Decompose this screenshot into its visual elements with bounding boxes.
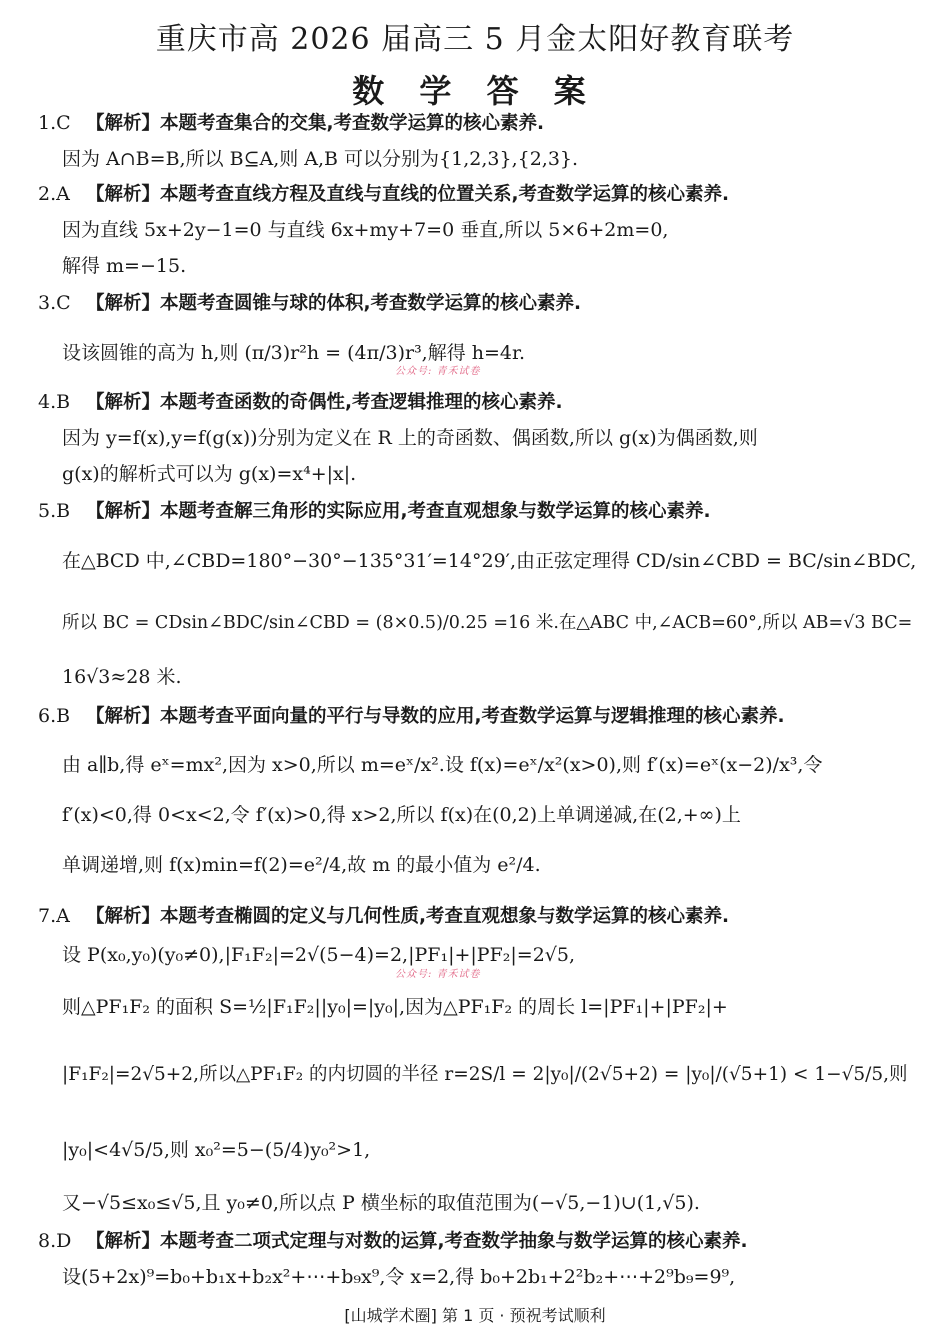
question-8-header: [38, 1228, 748, 1255]
question-4-header: [38, 389, 563, 416]
solution-line: 设该圆锥的高为 h,则 (π/3)r²h = (4π/3)r³,解得 h=4r.: [62, 342, 526, 364]
question-number: 4.B: [38, 391, 71, 413]
solution-line: g(x)的解析式可以为 g(x)=x⁴+|x|.: [62, 463, 357, 485]
solution-line: 设 P(x₀,y₀)(y₀≠0),|F₁F₂|=2√(5−4)=2,|PF₁|+|PF₂|=2√5,: [62, 944, 576, 966]
analysis-tag: 【解析】本题考查直线方程及直线与直线的位置关系,考查数学运算的核心素养.: [86, 184, 730, 205]
watermark: 公众号: 青禾试卷: [395, 366, 481, 377]
page-footer: [山城学术圈] 第 1 页 · 预祝考试顺利: [344, 1306, 606, 1325]
question-7-header: [38, 903, 729, 930]
solution-line: 因为 y=f(x),y=f(g(x))分别为定义在 R 上的奇函数、偶函数,所以 g(x)为偶函数,则: [62, 427, 758, 449]
solution-line: 单调递增,则 f(x)min=f(2)=e²/4,故 m 的最小值为 e²/4.: [62, 854, 541, 876]
watermark: 公众号: 青禾试卷: [395, 969, 481, 980]
question-2-header: [38, 181, 729, 208]
question-number: 8.D: [38, 1230, 72, 1252]
solution-line: 在△BCD 中,∠CBD=180°−30°−135°31′=14°29′,由正弦定理得 CD/sin∠CBD = BC/sin∠BDC,: [62, 550, 917, 572]
question-6-header: [38, 703, 785, 730]
analysis-tag: 【解析】本题考查函数的奇偶性,考查逻辑推理的核心素养.: [86, 392, 563, 413]
analysis-tag: 【解析】本题考查平面向量的平行与导数的应用,考查数学运算与逻辑推理的核心素养.: [86, 706, 785, 727]
question-number: 5.B: [38, 500, 71, 522]
analysis-tag: 【解析】本题考查二项式定理与对数的运算,考查数学抽象与数学运算的核心素养.: [86, 1231, 748, 1252]
answer-heading: 数 学 答 案: [352, 72, 598, 110]
question-3-header: [38, 290, 581, 317]
solution-line: f′(x)<0,得 0<x<2,令 f′(x)>0,得 x>2,所以 f(x)在(0,2)上单调递减,在(2,+∞)上: [62, 804, 741, 826]
question-1-header: [38, 110, 544, 137]
question-number: 1.C: [38, 112, 71, 134]
question-number: 2.A: [38, 183, 70, 205]
question-5-header: [38, 498, 711, 525]
solution-line: 又−√5≤x₀≤√5,且 y₀≠0,所以点 P 横坐标的取值范围为(−√5,−1)∪(1,√5).: [62, 1192, 700, 1214]
solution-line: 解得 m=−15.: [62, 255, 187, 277]
analysis-tag: 【解析】本题考查解三角形的实际应用,考查直观想象与数学运算的核心素养.: [86, 501, 711, 522]
solution-line: 设(5+2x)⁹=b₀+b₁x+b₂x²+⋯+b₉x⁹,令 x=2,得 b₀+2b₁+2²b₂+⋯+2⁹b₉=9⁹,: [62, 1266, 736, 1288]
question-number: 3.C: [38, 292, 71, 314]
exam-title: 重庆市高 2026 届高三 5 月金太阳好教育联考: [155, 22, 795, 57]
solution-line: 由 a∥b,得 eˣ=mx²,因为 x>0,所以 m=eˣ/x².设 f(x)=eˣ/x²(x>0),则 f′(x)=eˣ(x−2)/x³,令: [62, 754, 823, 776]
question-number: 7.A: [38, 905, 70, 927]
analysis-tag: 【解析】本题考查圆锥与球的体积,考查数学运算的核心素养.: [86, 293, 582, 314]
solution-line: 所以 BC = CDsin∠BDC/sin∠CBD = (8×0.5)/0.25 =16 米.在△ABC 中,∠ACB=60°,所以 AB=√3 BC=: [62, 613, 913, 633]
solution-line: 因为 A∩B=B,所以 B⊆A,则 A,B 可以分别为{1,2,3},{2,3}.: [62, 148, 579, 170]
analysis-tag: 【解析】本题考查椭圆的定义与几何性质,考查直观想象与数学运算的核心素养.: [86, 906, 730, 927]
question-number: 6.B: [38, 705, 71, 727]
solution-line: 因为直线 5x+2y−1=0 与直线 6x+my+7=0 垂直,所以 5×6+2m=0,: [62, 219, 669, 241]
solution-line: |y₀|<4√5/5,则 x₀²=5−(5/4)y₀²>1,: [62, 1139, 371, 1161]
solution-line: 则△PF₁F₂ 的面积 S=½|F₁F₂||y₀|=|y₀|,因为△PF₁F₂ 的周长 l=|PF₁|+|PF₂|+: [62, 996, 728, 1018]
analysis-tag: 【解析】本题考查集合的交集,考查数学运算的核心素养.: [86, 113, 545, 134]
solution-line: |F₁F₂|=2√5+2,所以△PF₁F₂ 的内切圆的半径 r=2S/l = 2|y₀|/(2√5+2) = |y₀|/(√5+1) < 1−√5/5,则: [62, 1064, 908, 1085]
solution-line: 16√3≈28 米.: [62, 666, 182, 688]
